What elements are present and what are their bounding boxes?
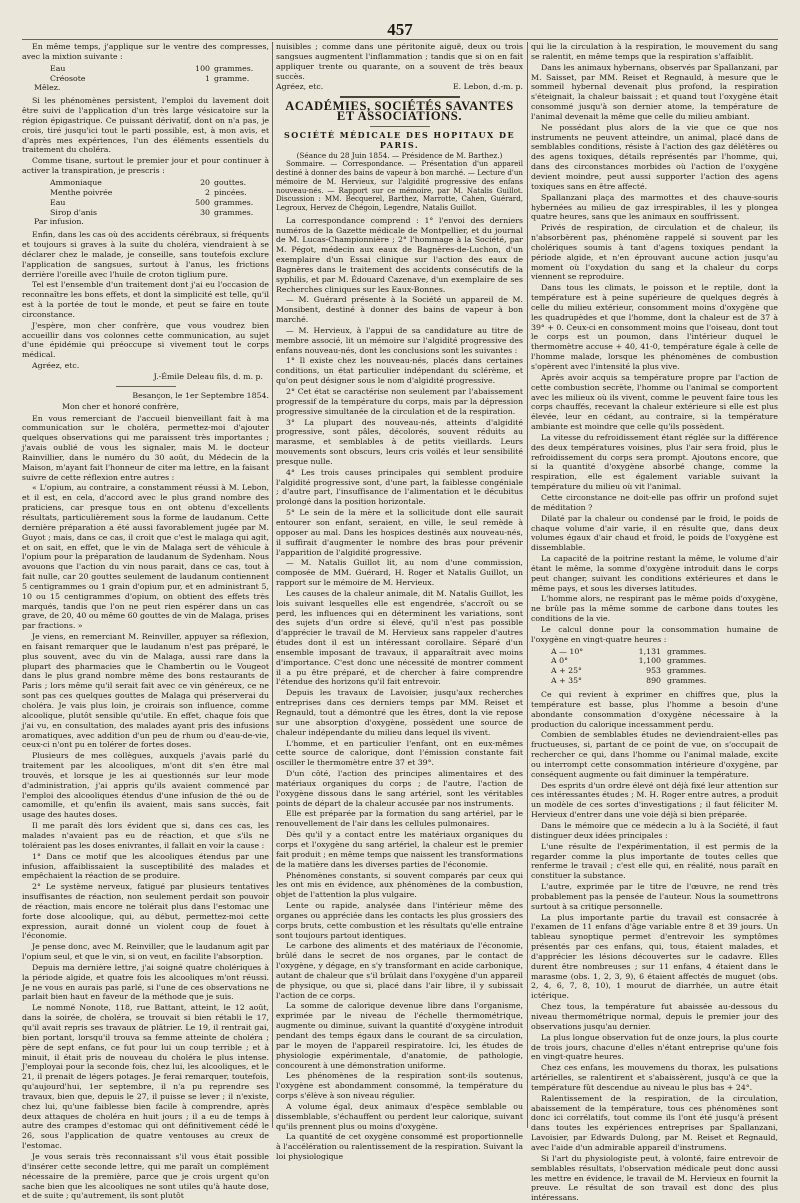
paragraph: Depuis ma dernière lettre, j'ai soigné quatre cholériques à la période algide, et quatre fois les alcooliques m'ont réussi. Je ne vous en aurais pas parlé, si l'une de ces observations ne parlait bien haut en faveur de la méthode que je suis. — [22, 962, 269, 1002]
paragraph: Dans tous les climats, le poisson et le reptile, dont la température est à peine supérieure de quelques degrés à celle du milieu extérieur, consomment moins d'oxygène que les quadrupèdes et que l'homme, dont la chaleur est de 37 à 39° + 0. Ceux-ci en consomment moins que l'oiseau, dont tout le corps est un poumon, dans l'intérieur duquel le thermomètre accuse + 40, 41-0, température égale à celle de l'homme malade, lorsque les phénomènes de combustion s'opèrent avec l'intensité la plus vive. — [531, 283, 778, 371]
paragraph: J'espère, mon cher confrère, que vous voudrez bien accueillir dans vos colonnes cette communication, au sujet d'une épidémie qui préoccupe si vivement tout le corps médical. — [22, 320, 269, 360]
temperature: A — 10° — [551, 646, 584, 656]
paragraph: Ne possédant plus alors de la vie que ce que nos instruments ne peuvent atteindre, un animal, placé dans de semblables conditions, résiste à l'action des gaz délétères ou des agens toxiques, détails représentés par l'homme, qui, dans des circonstances morbides où l'action de l'oxygène devient moindre, peut aussi supporter l'action des agens toxiques sans en être affecté. — [531, 122, 778, 191]
paragraph: — M. Guérard présente à la Société un appareil de M. Monsibent, destiné à donner des bains de vapeur à bon marché. — [276, 295, 523, 325]
paragraph: 3° La plupart des nouveau-nés, atteints d'algidité progressive, sont pâles, décolorés, souvent réduits au marasme, et semblables à de petits vieillards. Leurs mouvements sont obscurs, leurs cris voilés et leur sensibilité presque nulle. — [276, 417, 523, 466]
paragraph: Les causes de la chaleur animale, dit M. Natalis Guillot, les lois suivant lesquelles elle est engendrée, s'accroît ou se perd, les influences qui en déterminent les variations, sont des sujets d'un ordre si élevé, qu'il n'est pas possible d'apprécier le travail de M. Hervieux sans rappeler d'autres études dont il est un intéressant corollaire. Séparé d'un ensemble imposant de travaux, il apparaîtrait avec moins d'importance. C'est donc une nécessité de montrer comment il a pu être préparé, et de chercher à faire comprendre l'étendue des horizons qu'il fait entrevoir. — [276, 588, 523, 687]
paragraph: « L'opium, au contraire, a constamment réussi à M. Lebon, et il est, en cela, d'accord avec le plus grand nombre des praticiens, car presque tous en ont obtenu d'excellents résultats, particulièrement sous la forme de laudanum. Cette dernière préparation a été aussi favorablement jugée par M. Guyot ; mais, dans ce cas, il croit que c'est le malaga qui agit, et on sait, en effet, que le vin de Malaga sert de véhicule à l'opium pour la préparation de laudanum de Sydenham. Nous avouons que l'action du vin nous parait, dans ce cas, tout à fait nulle, car 20 gouttes seulement de laudanum contiennent 5 centigrammes ou 1 grain d'opium pur, et en administrant 5, 10 ou 15 centigrammes d'opium, on obtient des effets très marqués, tandis que l'on ne peut rien espérer dans un cas grave, de 20, 40 ou même 60 gouttes de vin de Malaga, prises par fractions. » — [22, 483, 269, 631]
paragraph: nuisibles ; comme dans une péritonite aiguë, deux ou trois sangsues augmentent l'inflammation ; tandis que si on en fait appliquer trente ou quarante, on a souvent de très beaux succès. — [276, 42, 523, 81]
column-right — [531, 42, 778, 1203]
paragraph: La capacité de la poitrine restant la même, le volume d'air étant le même, la somme d'oxygène introduit dans le corps peut changer, suivant les conditions extérieures et dans le même pays, et sous les diverses latitudes. — [531, 554, 778, 593]
ingredient: Menthe poivrée — [50, 187, 113, 197]
summary: Sommaire. — Correspondance. — Présentation d'un appareil destiné à donner des bains de vapeur à bon marché. — Lecture d'un mémoire de M. Hervieux, sur l'algidité progressive des enfans nouveau-nés. — Rapport sur ce mémoire, par M. Natalis Guillot. Discussion : MM. Becquerel, Barthez, Marrotte, Cahen, Guérard, Legroux, Hervez de Chégoin, Legendre, Natalis Guillot. — [276, 159, 523, 212]
paragraph: 5° Le sein de la mère et la sollicitude dont elle saurait entourer son enfant, seraient, en ville, le seul remède à opposer au mal. Dans les hospices destinés aux nouveau-nés, il suffirait d'augmenter le nombre des bras pour prévenir l'apparition de l'algidité progressive. — [276, 508, 523, 557]
quantity: 2 — [205, 187, 210, 197]
amount: 953 — [646, 666, 661, 676]
prescription-list — [34, 63, 269, 94]
paragraph: — M. Hervieux, à l'appui de sa candidature au titre de membre associé, lit un mémoire sur l'algidité progressive des enfans nouveau-nés, dont les conclusions sont les suivantes : — [276, 325, 523, 355]
quantity: 1 — [205, 73, 210, 83]
paragraph: Je vous serais très reconnaissant s'il vous était possible d'insérer cette seconde lettre, qui me paraît un complément nécessaire de la première, parce que je crois urgent qu'on sache bien que les alcooliques ne sont utiles qu'à haute dose, et de suite ; qu'autrement, ils sont plutôt — [22, 1151, 269, 1201]
table-row — [551, 666, 778, 676]
section-title: ACADÉMIES, SOCIÉTÉS SAVANTES ET ASSOCIATIONS. — [285, 99, 514, 124]
paragraph: Dans le mémoire que ce médecin a lu à la Société, il faut distinguer deux idées principales : — [531, 820, 778, 840]
table-row — [551, 647, 778, 657]
unit: grammes. — [214, 207, 254, 217]
paragraph: Je pense donc, avec M. Reinviller, que le laudanum agit par l'opium seul, et que le vin, si on veut, en facilite l'absorption. — [22, 942, 269, 962]
prescription-row — [50, 74, 269, 84]
prescription-row — [50, 208, 269, 218]
table-row — [551, 656, 778, 666]
paragraph: Il me paraît dès lors évident que si, dans ces cas, les malades n'avaient pas eu de réaction, et que s'ils ne toléraient pas les doses enivrantes, il fallait en voir la cause : — [22, 821, 269, 850]
salutation: Mon cher et honoré confrère, — [62, 401, 179, 411]
paragraph: Je viens, en remerciant M. Reinviller, appuyer sa réflexion, en faisant remarquer que le laudanum n'est pas préparé, le plus souvent, avec du vin de Malaga, aussi rare dans la plupart des pharmacies que le Chambertin ou le Vougeot dans le plus grand nombre même des bons restaurants de Paris ; lors même qu'il serait fait avec ce vin généreux, ce ne sont pas ces quelques gouttes de Malaga qui préserverai du choléra. Je vais plus loin, je croirais son influence, comme alcoolique, plutôt sensible qu'utile. En effet, chaque fois que j'ai vu, en consultation, des malades ayant pris des infusions aromatiques, avec addition d'un peu de rhum ou d'eau-de-vie, ceux-ci n'ont pu en tolérer de fortes doses. — [22, 632, 269, 750]
column-divider — [272, 42, 273, 1128]
paragraph: La somme de calorique devenue libre dans l'organisme, exprimée par le niveau de l'échelle thermométrique, augmente ou diminue, suivant la quantité d'oxygène introduit pendant des temps égaux dans le courant de sa circulation, par le moyen de l'appareil respiratoire. Ici, les études de physiologie expérimentale, d'anatomie, de pathologie, concourent à une démonstration uniforme. — [276, 1001, 523, 1070]
paragraph: Comme tisane, surtout le premier jour et pour continuer à activer la transpiration, je prescris : — [22, 156, 269, 176]
paragraph: L'homme alors, ne respirant pas le même poids d'oxygène, ne brûle pas la même somme de carbone dans toutes les conditions de la vie. — [531, 594, 778, 624]
paragraph: Ce qui revient à exprimer en chiffres que, plus la température est basse, plus l'homme a besoin d'une abondante consommation d'oxygène nécessaire à la production du calorique incessamment perdu. — [531, 690, 778, 729]
ingredient: Sirop d'anis — [50, 207, 98, 217]
paragraph: Phénomènes constants, si souvent comparés par ceux qui les ont mis en évidence, aux phénomènes de la combustion, objet de l'attention la plus vulgaire. — [276, 870, 523, 900]
paragraph: 1° Dans ce motif que les alcooliques étendus par une infusion, affaiblissaient la susceptibilité des malades et empêchaient la réaction de se produire. — [22, 851, 269, 881]
dateline: Besançon, le 1er Septembre 1854. — [132, 390, 269, 400]
quantity: 30 — [200, 207, 210, 217]
unit: grammes. — [667, 676, 707, 686]
amount: 1,100 — [638, 656, 661, 666]
paragraph: Les phénomènes de la respiration sont-ils soutenus, l'oxygène est abondamment consommé, la température du corps s'élève à son niveau régulier. — [276, 1071, 523, 1101]
paragraph: Cette circonstance ne doit-elle pas offrir un profond sujet de méditation ? — [531, 492, 778, 512]
paragraph: A volume égal, deux animaux d'espèce semblable ou dissemblable, s'échauffent ou perdent leur calorique, suivant qu'ils prennent plus ou moins d'oxygène. — [276, 1101, 523, 1131]
oxygen-table — [551, 647, 778, 686]
paragraph: 2° Cet état se caractérise non seulement par l'abaissement progressif de la température du corps, mais par la dépression progressive simultanée de la circulation et de la respiration. — [276, 387, 523, 416]
paragraph: qui lie la circulation à la respiration, le mouvement du sang se ralentit, en même temps que la respiration s'affaiblit. — [531, 42, 778, 61]
paragraph: Tel est l'ensemble d'un traitement dont j'ai eu l'occasion de reconnaître les bons effets, et dont la simplicité est telle, qu'il est à la portée de tout le monde, et peut se faire en toute circonstance. — [22, 280, 269, 319]
paragraph: Chez tous, la température fut abaissée au-dessous du niveau thermométrique normal, depuis le premier jour des observations jusqu'au dernier. — [531, 1002, 778, 1031]
paragraph: Lente ou rapide, analysée dans l'intérieur même des organes ou appréciée dans les contacts les plus grossiers des corps bruts, cette combustion et les résultats qu'elle entraîne sont toujours partout identiques. — [276, 901, 523, 940]
paragraph: 2° Le système nerveux, fatigué par plusieurs tentatives insuffisantes de réaction, non seulement perdait son pouvoir de réaction, mais encore ne tolérait plus dans l'estomac une forte dose alcoolique, qui, au début, permettez-moi cette expression, aurait donné un violent coup de fouet à l'économie. — [22, 882, 269, 941]
paragraph: Plusieurs de mes collègues, auxquels j'avais parlé du traitement par les alcooliques, m'ont dit s'en être mal trouvés, et lorsque je les ai questionnés sur leur mode d'administration, j'ai appris qu'ils avaient commencé par l'emploi des alcooliques étendus d'une infusion de thé ou de camomille, et qu'enfin ils avaient, mais sans succès, fait usage des hautes doses. — [22, 751, 269, 820]
paragraph: Ralentissement de la respiration, de la circulation, abaissement de la température, tous ces phénomènes sont donc ici corrélatifs, tout comme ils l'ont été jusqu'à présent dans toutes les expériences entreprises par Spallanzani, Lavoisier, par Edwards Dulong, par M. Reiset et Regnauld, avec l'aide d'un admirable appareil d'instrumens. — [531, 1093, 778, 1152]
column-middle — [276, 42, 523, 1162]
paragraph: En vous remerciant de l'accueil bienveillant fait à ma communication sur le choléra, permettez-moi d'ajouter quelques observations qui me paraissent très importantes ; j'avais oublié de vous les signaler, mais M. le docteur Rainvillier, dans le numéro du 30 août, du Médecin de la Maison, m'ayant fait l'honneur de citer ma lettre, en la faisant suivre de cette réflexion entre autres : — [22, 413, 269, 482]
table-row — [551, 676, 778, 686]
prescription-row — [50, 64, 269, 74]
paragraph: Depuis les travaux de Lavoisier, jusqu'aux recherches entreprises dans ces derniers temps par MM. Reiset et Regnauld, tout a démontré que les êtres, dont la vie repose sur une absorption d'oxygène, possèdent une source de chaleur indépendante du milieu dans lequel ils vivent. — [276, 688, 523, 737]
paragraph: Le carbone des aliments et des matériaux de l'économie, brûlé dans le secret de nos organes, par le contact de l'oxygène, y dégage, en s'y transformant en acide carbonique, autant de chaleur que s'il brûlait dans l'oxygène d'un appareil de physique, ou que si, placé dans l'air libre, il y subissait l'action de ce corps. — [276, 941, 523, 1000]
unit: gramme. — [214, 73, 250, 83]
quantity: 500 — [195, 197, 210, 207]
prescription-row — [50, 178, 269, 188]
paragraph: La plus importante partie du travail est consacrée à l'examen de 11 enfans d'âge variable entre 8 et 39 jours. Un tableau synoptique permet d'entrevoir les symptômes présentés par ces enfans, qui, tous, étaient malades, et d'apprécier les lésions découvertes sur le cadavre. Elles durent être nombreuses ; sur 11 enfans, 4 étaient dans le marasme (obs. 1, 2, 3, 9), 6 étaient affectés de muguet (obs. 2, 4, 6, 7, 8, 10), 1 mourut de diarrhée, un autre était ictérique. — [531, 912, 778, 1001]
prescription-row — [50, 198, 269, 208]
paragraph: La quantité de cet oxygène consommé est proportionnelle à l'accélération ou ralentissement de la respiration. Suivant la loi physiologique — [276, 1132, 523, 1162]
society-heading: SOCIÉTÉ MÉDICALE DES HOPITAUX DE PARIS. — [283, 129, 516, 150]
prescription-list — [34, 177, 269, 227]
paragraph: Après avoir acquis sa température propre par l'action de cette combustion secrète, l'homme ou l'animal se comportent avec les milieux où ils vivent, comme le peuvent faire tous les corps chauffés, recevant la chaleur extérieure si elle est plus élevée, leur en cédant, au contraire, si la température ambiante est moindre que celle qu'ils possèdent. — [531, 372, 778, 432]
paragraph: L'une résulte de l'expérimentation, il est permis de la regarder comme la plus importante de toutes celles que renferme le travail ; c'est elle qui, en réalité, nous paraît en constituer la substance. — [531, 841, 778, 881]
amount: 1,131 — [638, 646, 661, 656]
paragraph: 1° Il existe chez les nouveau-nés, placés dans certaines conditions, un état particulier indépendant du sclérème, et qu'on peut désigner sous le nom d'algidité progressive. — [276, 356, 523, 386]
unit: pincées. — [214, 187, 247, 197]
paragraph: — M. Natalis Guillot lit, au nom d'une commission, composée de MM. Guérard, H. Roger et Natalis Guillot, un rapport sur le mémoire de M. Hervieux. — [276, 558, 523, 588]
ingredient: Eau — [50, 197, 66, 207]
ingredient: Ammoniaque — [50, 177, 102, 187]
quantity: 20 — [200, 177, 210, 187]
closing: Agréez, etc. — [276, 82, 324, 92]
paragraph: Elle est préparée par la formation du sang artériel, par le renouvellement de l'air dans les cellules pulmonaires. — [276, 809, 523, 829]
paragraph: Le nommé Nonote, 118, rue Battant, atteint, le 12 août, dans la soirée, de choléra, se trouvait si bien rétabli le 17, qu'il avait repris ses travaux de plâtrier. Le 19, il rentrait gai, bien portant, lorsqu'il trouva sa femme atteinte de choléra ; père de sept enfans, ce fut pour lui un coup terrible ; et à minuit, il était pris de nouveau du choléra le plus intense. J'employai pour la seconde fois, chez lui, les alcooliques, et le 21, il prenait de légers potages. Je ferai remarquer, toutefois, qu'aujourd'hui, 1er septembre, il n'a pu reprendre ses travaux, bien que, depuis le 27, il puisse se lever ; il n'existe, chez lui, qu'une faiblesse bien facile à comprendre, après deux attaques de choléra en huit jours ; il a eu de temps à autre des crampes d'estomac qui ont définitivement cédé le 26, sous l'application de quatre ventouses au creux de l'estomac. — [22, 1003, 269, 1151]
column-divider — [527, 42, 528, 1128]
paragraph: Chez ces enfans, les mouvemens du thorax, les pulsations artérielles, se ralentirent et s'abaissèrent, jusqu'à ce que la température fût descendue au niveau le plus bas + 24°. — [531, 1063, 778, 1092]
unit: gouttes. — [214, 177, 247, 187]
unit: grammes. — [214, 197, 254, 207]
paragraph: Combien de semblables études ne deviendraient-elles pas fructueuses, si, partant de ce point de vue, on s'occupait de rechercher ce qui, dans l'homme ou l'animal malade, excite ou interrompt cette consommation intérieure d'oxygène, par conséquent augmente ou fait diminuer la température. — [531, 730, 778, 779]
paragraph: Privés de respiration, de circulation et de chaleur, ils n'absorbèrent pas, phénomène rappelé si souvent par les cholériques soumis à tant d'agens toxiques pendant la période algide, et n'en éprouvant aucune action jusqu'au moment où l'oxydation du sang et la chaleur du corps viennent se reproduire. — [531, 223, 778, 282]
paragraph: L'homme, et en particulier l'enfant, ont en eux-mêmes cette source de calorique, dont l'émission constante fait osciller le thermomètre entre 37 et 39°. — [276, 738, 523, 768]
separator — [340, 96, 460, 98]
paragraph: L'autre, exprimée par le titre de l'œuvre, ne rend très probablement pas la pensée de l'auteur. Nous la soumettrons surtout à sa critique personnelle. — [531, 882, 778, 911]
paragraph: La vitesse du refroidissement étant réglée sur la différence des deux températures voisines, plus l'air sera froid, plus le refroidissement du corps sera prompt. Ajoutons encore, que si la quantité d'oxygène absorbé change, comme la respiration, elle est également variable suivant la température du milieu où vit l'animal. — [531, 432, 778, 492]
closing: Agréez, etc. — [32, 361, 80, 371]
paragraph: 4° Les trois causes principales qui semblent produire l'algidité progressive sont, d'une part, la faiblesse congéniale ; d'autre part, l'insuffisance de l'alimentation et le décubitus prolongé dans la position horizontale. — [276, 467, 523, 507]
paragraph: Dès qu'il y a contact entre les matériaux organiques du corps et l'oxygène du sang artériel, la chaleur est le premier fait produit ; en même temps que naissent les transformations de la matière dans les diverses parties de l'économie. — [276, 830, 523, 869]
quantity: 100 — [195, 63, 210, 73]
ingredient: Eau — [50, 63, 66, 73]
prescription-row — [50, 188, 269, 198]
signature-line — [276, 82, 523, 92]
separator — [116, 386, 176, 387]
unit: grammes. — [667, 656, 707, 666]
signature: E. Lebon, d.-m. p. — [452, 82, 523, 92]
paragraph: La plus longue observation fut de onze jours, la plus courte de trois jours, chacune d'elles n'étant entreprise qu'une fois en vingt-quatre heures. — [531, 1032, 778, 1062]
paragraph: En même temps, j'applique sur le ventre des compresses, avec la mixtion suivante : — [22, 42, 269, 61]
prescription-note: Mêlez. — [34, 83, 61, 93]
signature: J.-Émile Deleau fils, d. m. p. — [153, 372, 263, 381]
paragraph: Si les phénomènes persistent, l'emploi du lavement doit être suivi de l'application d'un très large vésicatoire sur la région épigastrique. Ce puissant dérivatif, dont on n'a pas, je crois, tiré jusqu'ici tout le parti possible, est, à mon avis, et d'après mes expériences, l'un des éléments essentiels du traitement du choléra. — [22, 96, 269, 155]
ingredient: Créosote — [50, 73, 86, 83]
paragraph: Des esprits d'un ordre élevé ont déjà fixé leur attention sur ces intéressantes études ; M. H. Roger entre autres, a produit un modèle de ces sortes d'investigations ; il faut féliciter M. Hervieux d'entrer dans une voie déjà si bien préparée. — [531, 780, 778, 820]
page-number: 457 — [387, 20, 413, 39]
amount: 890 — [646, 676, 661, 686]
paragraph: Le calcul donne pour la consommation humaine de l'oxygène en vingt-quatre heures : — [531, 624, 778, 644]
column-left — [22, 42, 269, 1201]
paragraph: Si l'art du physiologiste peut, à volonté, faire entrevoir de semblables résultats, l'observation médicale peut donc aussi les mettre en évidence, le travail de M. Hervieux en fournit la preuve. Le résultat de son travail est donc des plus intéressans. — [531, 1153, 778, 1203]
temperature: A 0° — [551, 656, 568, 666]
unit: grammes. — [667, 646, 707, 656]
header-rule — [22, 39, 778, 40]
paragraph: D'un côté, l'action des principes alimentaires et des matériaux organiques du corps ; de l'autre, l'action de l'oxygène dissous dans le sang artériel, sont les véritables points de départ de la chaleur accusée par nos instruments. — [276, 769, 523, 808]
meeting-info: (Séance du 28 Juin 1854. — Présidence de M. Barthez.) — [296, 150, 503, 160]
paragraph: Spallanzani plaça des marmottes et des chauve-souris hybernées au milieu de gaz irrespirables, il les y plongea quatre heures, sans que les animaux en souffrissent. — [531, 192, 778, 222]
paragraph: La correspondance comprend : 1° l'envoi des derniers numéros de la Gazette médicale de Montpellier, et du journal de M. Lucas-Championnière ; 2° l'hommage à la Société, par M. Pégot, médecin aux eaux de Bagnères-de-Luchon, d'un exemplaire d'un Essai clinique sur l'action des eaux de Bagnères dans le traitement des accidents consécutifs de la syphilis, et par M. Édouard Cazenave, d'un exemplaire de ses Recherches cliniques sur les Eaux-Bonnes. — [276, 215, 523, 294]
prescription-note: Par infusion. — [34, 217, 84, 227]
paragraph: Dans les animaux hybernans, observés par Spallanzani, par M. Saisset, par MM. Reiset et Regnauld, à mesure que le sommeil hybernal devenait plus profond, la respiration s'éteignait, la chaleur baissait ; et quand tout l'oxygène était consommé jusqu'à son dernier atome, la température de l'animal devenait la même que celle du milieu ambiant. — [531, 62, 778, 121]
paragraph: Enfin, dans les cas où des accidents cérébraux, si fréquents et toujours si graves à la suite du choléra, viendraient à se déclarer chez le malade, je conseille, sans toutefois exclure l'application de sangsues, surtout à l'anus, les frictions derrière l'oreille avec l'huile de croton tiglium pure. — [22, 230, 269, 279]
unit: grammes. — [667, 666, 707, 676]
separator — [370, 126, 430, 127]
temperature: A + 25° — [551, 666, 582, 676]
paragraph: Dilaté par la chaleur ou condensé par le froid, le poids de chaque volume d'air varie, il en résulte que, dans deux volumes égaux d'air chaud et froid, le poids de l'oxygène est dissemblable. — [531, 513, 778, 553]
unit: grammes. — [214, 63, 254, 73]
temperature: A + 35° — [551, 676, 582, 686]
